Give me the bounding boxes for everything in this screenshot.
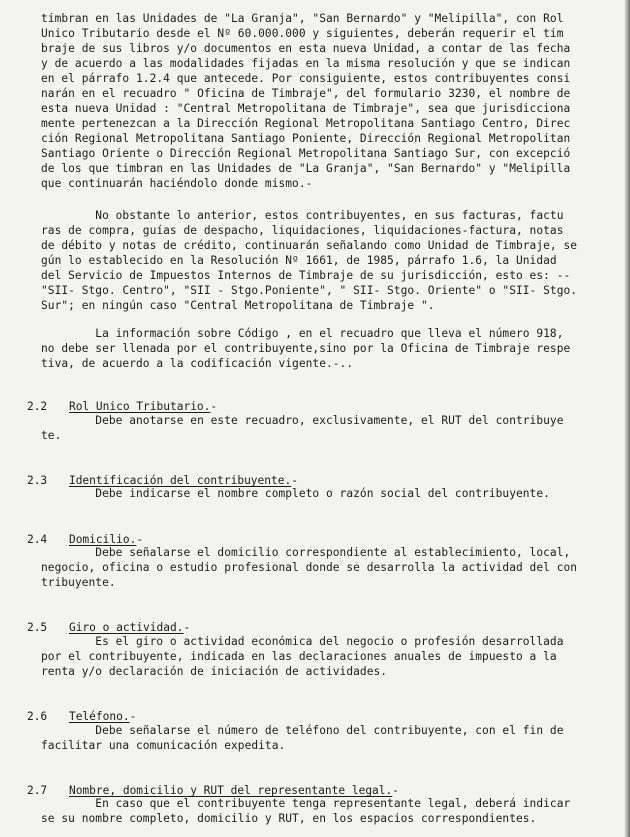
text-line: Debe anotarse en este recuadro, exclusivamente, el RUT del contribuye <box>41 414 564 427</box>
text-line: negocio, oficina o estudio profesional donde se desarrolla la actividad del con <box>41 561 578 574</box>
text-line: tiva, de acuerdo a la codificación vigente.-.. <box>41 357 354 370</box>
section-title: Domicilio. <box>68 533 137 546</box>
section-title: Giro o actividad. <box>68 621 184 634</box>
text-line: braje de sus libros y/o documentos en esta nueva Unidad, a contar de las fecha <box>41 42 571 55</box>
text-line: en el párrafo 1.2.4 que antecede. Por consiguiente, estos contribuyentes consi <box>41 72 571 85</box>
section-number: 2.7 <box>26 784 48 797</box>
section-number: 2.6 <box>26 710 48 723</box>
text-line: gún lo establecido en la Resolución Nº 1661, de 1985, párrafo 1.6, la Unidad <box>41 254 557 267</box>
text-line: ras de compra, guías de despacho, liquidaciones, liquidaciones-factura, notas <box>41 224 564 237</box>
text-line: esta nueva Unidad : "Central Metropolitana de Timbraje", sea que jurisdicciona <box>41 102 571 115</box>
section-title: Rol Unico Tributario. <box>68 400 211 413</box>
section-dash: - <box>129 710 137 723</box>
text-line: de los que timbran en las Unidades de "La Granja", "San Bernardo" y "Melipilla <box>41 162 571 175</box>
section-title: Nombre, domicilio y RUT del representante legal. <box>68 784 393 797</box>
text-line: del Servicio de Impuestos Internos de Timbraje de su jurisdicción, esto es: -- <box>41 269 571 282</box>
text-line: Santiago Oriente o Dirección Regional Metropolitana Santiago Sur, con excepció <box>41 147 571 160</box>
text-line: Debe indicarse el nombre completo o razón social del contribuyente. <box>41 487 550 500</box>
text-line: Debe señalarse el número de teléfono del contribuyente, con el fin de <box>41 724 564 737</box>
text-line: te. <box>41 429 62 442</box>
text-line: se su nombre completo, domicilio y RUT, en los espacios correspondientes. <box>41 812 537 825</box>
section-dash: - <box>210 400 218 413</box>
section-title: Teléfono. <box>68 710 130 723</box>
text-line: No obstante lo anterior, estos contribuyentes, en sus facturas, factu <box>41 209 564 222</box>
page-edge-shadow <box>624 0 630 837</box>
text-line: Debe señalarse el domicilio correspondiente al establecimiento, local, <box>41 546 571 559</box>
section-number: 2.4 <box>26 533 48 546</box>
section-dash: - <box>136 533 144 546</box>
text-line: La información sobre Código , en el recuadro que lleva el número 918, <box>41 327 564 340</box>
text-line: que continuarán haciéndolo donde mismo.- <box>41 177 313 190</box>
section-dash: - <box>291 474 298 487</box>
text-line: no debe ser llenada por el contribuyente,sino por la Oficina de Timbraje respe <box>41 342 571 355</box>
section-title: Identificación del contribuyente. <box>68 474 292 487</box>
text-line: de débito y notas de crédito, continuarán señalando como Unidad de Timbraje, se <box>41 239 578 252</box>
text-line: renta y/o declaración de iniciación de actividades. <box>41 665 388 678</box>
section-number: 2.3 <box>26 474 48 487</box>
text-line: ción Regional Metropolitana Santiago Poniente, Dirección Regional Metropolitan <box>41 132 571 145</box>
text-line: En caso que el contribuyente tenga representante legal, deberá indicar <box>41 797 571 810</box>
text-line: timbran en las Unidades de "La Granja", "San Bernardo" y "Melipilla", con Rol <box>41 12 564 25</box>
section-dash: - <box>183 621 191 634</box>
text-line: narán en el recuadro " Oficina de Timbraje", del formulario 3230, el nombre de <box>41 87 571 100</box>
text-line: mente pertenezcan a la Dirección Regional Metropolitana Santiago Centro, Direc <box>41 117 571 130</box>
text-line: Es el giro o actividad económica del negocio o profesión desarrollada <box>41 635 564 648</box>
text-line: y de acuerdo a las modalidades fijadas en la misma resolución y que se indican <box>41 57 571 70</box>
text-line: Sur"; en ningún caso "Central Metropolitana de Timbraje ". <box>41 299 435 312</box>
text-line: por el contribuyente, indicada en las declaraciones anuales de impuesto a la <box>41 650 557 663</box>
text-line: "SII- Stgo. Centro", "SII - Stgo.Poniente", " SII- Stgo. Oriente" o "SII- Stgo. <box>41 284 578 297</box>
section-number: 2.5 <box>26 621 48 634</box>
section-dash: - <box>392 784 400 797</box>
text-line: tribuyente. <box>41 576 116 589</box>
text-line: Unico Tributario desde el Nº 60.000.000 y siguientes, deberán requerir el tim <box>41 27 564 40</box>
section-number: 2.2 <box>26 400 48 413</box>
text-line: facilitar una comunicación expedita. <box>41 739 286 752</box>
